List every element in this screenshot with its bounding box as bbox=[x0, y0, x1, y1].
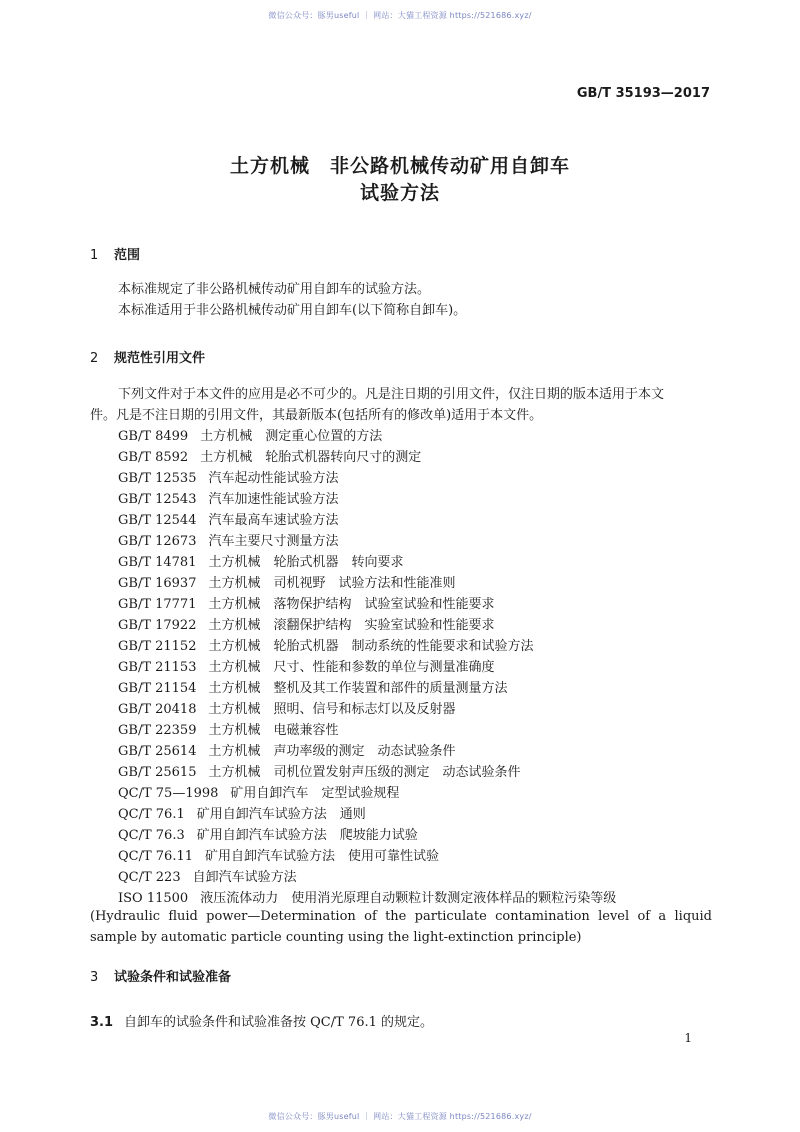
section-3-title: 试验条件和试验准备 bbox=[114, 970, 232, 985]
clause-3-1 bbox=[90, 1011, 433, 1030]
clause-3-1-number: 3.1 bbox=[90, 1015, 114, 1030]
reference-item bbox=[118, 510, 616, 531]
reference-title: 土方机械 司机视野 试验方法和性能准则 bbox=[208, 576, 456, 591]
section-3-number: 3 bbox=[90, 970, 99, 985]
section-1-number: 1 bbox=[90, 248, 99, 263]
reference-code: GB/T 8592 bbox=[118, 450, 189, 465]
reference-code: GB/T 25614 bbox=[118, 744, 197, 759]
reference-item bbox=[118, 783, 616, 804]
reference-title: 土方机械 轮胎式机器转向尺寸的测定 bbox=[200, 450, 422, 465]
reference-item bbox=[118, 762, 616, 783]
normative-references-list bbox=[118, 426, 616, 909]
reference-code: GB/T 17922 bbox=[118, 618, 197, 633]
reference-title: 土方机械 滚翻保护结构 实验室试验和性能要求 bbox=[208, 618, 495, 633]
reference-code: QC/T 75—1998 bbox=[118, 786, 219, 801]
reference-title: 土方机械 电磁兼容性 bbox=[208, 723, 339, 738]
iso-11500-english-title: (Hydraulic fluid power—Determination of the particulate contamination level of a liquid sample by automatic particle counting using the light-extinction principle) bbox=[90, 909, 712, 945]
section-2-number: 2 bbox=[90, 351, 99, 366]
reference-code: QC/T 223 bbox=[118, 870, 181, 885]
reference-title: 液压流体动力 使用消光原理自动颗粒计数测定液体样品的颗粒污染等级 bbox=[200, 891, 617, 906]
section-1-heading bbox=[90, 244, 140, 263]
reference-title: 矿用自卸汽车试验方法 通则 bbox=[196, 807, 366, 822]
reference-title: 土方机械 司机位置发射声压级的测定 动态试验条件 bbox=[208, 765, 521, 780]
reference-item bbox=[118, 489, 616, 510]
reference-item bbox=[118, 846, 616, 867]
reference-item bbox=[118, 447, 616, 468]
reference-title: 汽车最高车速试验方法 bbox=[208, 513, 339, 528]
reference-item bbox=[118, 804, 616, 825]
section-2-intro bbox=[90, 384, 712, 426]
reference-code: GB/T 17771 bbox=[118, 597, 197, 612]
section-2-title: 规范性引用文件 bbox=[114, 351, 206, 366]
reference-title: 矿用自卸汽车 定型试验规程 bbox=[230, 786, 400, 801]
reference-item bbox=[118, 699, 616, 720]
reference-item bbox=[118, 720, 616, 741]
reference-title: 土方机械 照明、信号和标志灯以及反射器 bbox=[208, 702, 456, 717]
section-1-body bbox=[90, 279, 712, 321]
reference-code: GB/T 22359 bbox=[118, 723, 197, 738]
reference-item bbox=[118, 468, 616, 489]
reference-title: 汽车主要尺寸测量方法 bbox=[208, 534, 339, 549]
reference-item bbox=[118, 552, 616, 573]
reference-code: GB/T 16937 bbox=[118, 576, 197, 591]
reference-item bbox=[118, 678, 616, 699]
reference-title: 汽车起动性能试验方法 bbox=[208, 471, 339, 486]
reference-code: GB/T 12544 bbox=[118, 513, 197, 528]
page-number: 1 bbox=[684, 1031, 692, 1045]
document-title-line1: 土方机械 非公路机械传动矿用自卸车 bbox=[229, 155, 570, 177]
document-title-line2: 试验方法 bbox=[359, 182, 440, 204]
reference-code: GB/T 14781 bbox=[118, 555, 197, 570]
section-2-intro-line-2: 件。凡是不注日期的引用文件，其最新版本(包括所有的修改单)适用于本文件。 bbox=[90, 408, 543, 423]
reference-item bbox=[118, 594, 616, 615]
reference-item bbox=[118, 867, 616, 888]
reference-code: QC/T 76.11 bbox=[118, 849, 194, 864]
section-2-heading bbox=[90, 347, 205, 366]
reference-code: GB/T 12543 bbox=[118, 492, 197, 507]
reference-code: GB/T 21152 bbox=[118, 639, 197, 654]
section-1-title: 范围 bbox=[114, 248, 141, 263]
reference-code: GB/T 21153 bbox=[118, 660, 197, 675]
reference-code: QC/T 76.3 bbox=[118, 828, 185, 843]
reference-code: GB/T 20418 bbox=[118, 702, 197, 717]
reference-code: GB/T 8499 bbox=[118, 429, 189, 444]
reference-item bbox=[118, 531, 616, 552]
reference-title: 土方机械 声功率级的测定 动态试验条件 bbox=[208, 744, 456, 759]
reference-title: 土方机械 整机及其工作装置和部件的质量测量方法 bbox=[208, 681, 508, 696]
section-2-intro-line-1: 下列文件对于本文件的应用是必不可少的。凡是注日期的引用文件，仅注日期的版本适用于本文 bbox=[118, 387, 665, 402]
section-1-paragraph-2: 本标准适用于非公路机械传动矿用自卸车(以下简称自卸车)。 bbox=[118, 303, 467, 318]
reference-title: 矿用自卸汽车试验方法 爬坡能力试验 bbox=[196, 828, 418, 843]
reference-code: GB/T 25615 bbox=[118, 765, 197, 780]
reference-code: GB/T 12535 bbox=[118, 471, 197, 486]
standard-code: GB/T 35193—2017 bbox=[576, 86, 710, 101]
reference-code: GB/T 21154 bbox=[118, 681, 197, 696]
reference-item bbox=[118, 657, 616, 678]
reference-title: 矿用自卸汽车试验方法 使用可靠性试验 bbox=[205, 849, 440, 864]
reference-title: 土方机械 尺寸、性能和参数的单位与测量准确度 bbox=[208, 660, 495, 675]
clause-3-1-text: 自卸车的试验条件和试验准备按 QC/T 76.1 的规定。 bbox=[124, 1015, 433, 1030]
watermark-bottom: 微信公众号：豚男useful ｜ 网站：大猫工程资源 https://521686.xyz/ bbox=[268, 1112, 532, 1121]
reference-item bbox=[118, 636, 616, 657]
reference-title: 土方机械 轮胎式机器 转向要求 bbox=[208, 555, 404, 570]
reference-title: 土方机械 落物保护结构 试验室试验和性能要求 bbox=[208, 597, 495, 612]
section-3-heading bbox=[90, 966, 231, 985]
reference-title: 自卸汽车试验方法 bbox=[192, 870, 297, 885]
reference-item bbox=[118, 615, 616, 636]
reference-code: ISO 11500 bbox=[118, 891, 189, 906]
reference-code: QC/T 76.1 bbox=[118, 807, 185, 822]
reference-title: 土方机械 轮胎式机器 制动系统的性能要求和试验方法 bbox=[208, 639, 534, 654]
watermark-top: 微信公众号：豚男useful ｜ 网站：大猫工程资源 https://521686.xyz/ bbox=[268, 11, 532, 20]
section-1-paragraph-1: 本标准规定了非公路机械传动矿用自卸车的试验方法。 bbox=[118, 282, 431, 297]
reference-code: GB/T 12673 bbox=[118, 534, 197, 549]
reference-item bbox=[118, 426, 616, 447]
reference-title: 汽车加速性能试验方法 bbox=[208, 492, 339, 507]
reference-item bbox=[118, 741, 616, 762]
reference-title: 土方机械 测定重心位置的方法 bbox=[200, 429, 383, 444]
reference-item bbox=[118, 825, 616, 846]
reference-item bbox=[118, 573, 616, 594]
